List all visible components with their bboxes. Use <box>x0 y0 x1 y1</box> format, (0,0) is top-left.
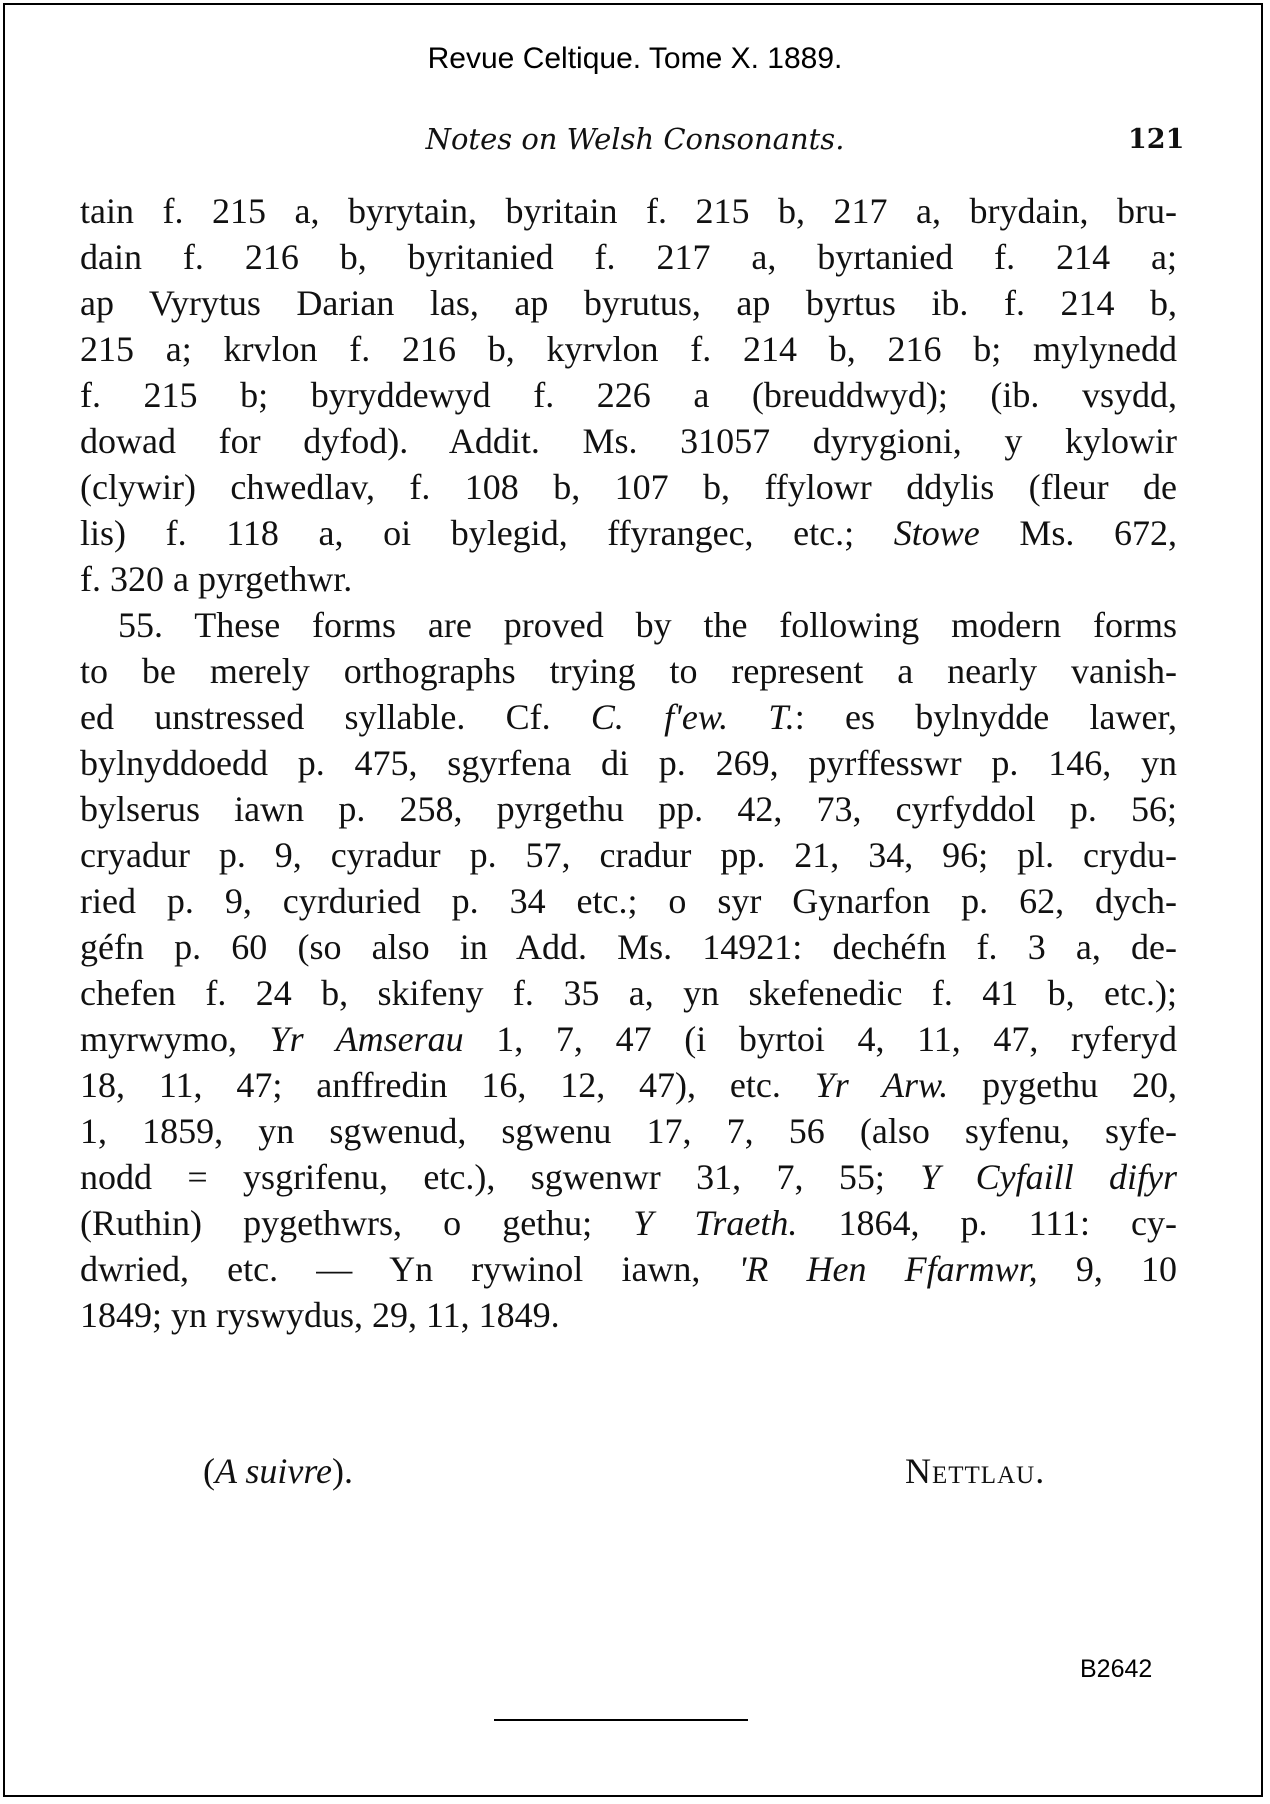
italic-term: Yr Amserau <box>269 1019 464 1059</box>
body-text-run: 18, 11, 47; anffredin 16, 12, 47), etc. <box>80 1065 815 1105</box>
body-text-run: Ms. 672, <box>979 513 1177 553</box>
body-text-run: : es bylnydde lawer, <box>794 697 1177 737</box>
body-text-run: (Ruthin) pygethwrs, o gethu; <box>80 1203 634 1243</box>
body-text-run: pygethu 20, <box>948 1065 1177 1105</box>
body-line <box>80 694 1177 740</box>
italic-term: Stowe <box>893 513 980 553</box>
body-line: (clywir) chwedlav, f. 108 b, 107 b, ffylowr ddylis (fleur de <box>80 467 1177 507</box>
body-line: f. 215 b; byryddewyd f. 226 a (breuddwyd); (ib. vsydd, <box>80 375 1177 415</box>
paragraph-55-first-line: 55. These forms are proved by the following modern forms <box>118 605 1177 645</box>
body-line: tain f. 215 a, byrytain, byritain f. 215 b, 217 a, brydain, bru- <box>80 191 1177 231</box>
body-line: to be merely orthographs trying to represent a nearly vanish- <box>80 651 1177 691</box>
signoff-paren: ( <box>203 1451 215 1491</box>
body-line <box>80 1016 1177 1062</box>
body-line: bylserus iawn p. 258, pyrgethu pp. 42, 73, cyrfyddol p. 56; <box>80 789 1177 829</box>
body-line: ried p. 9, cyrduried p. 34 etc.; o syr Gynarfon p. 62, dych- <box>80 881 1177 921</box>
to-be-continued-note <box>203 1450 353 1492</box>
body-text-run: 1864, p. 111: cy- <box>797 1203 1177 1243</box>
body-line <box>80 510 1177 556</box>
running-title: Notes on Welsh Consonants. <box>425 122 845 156</box>
author-signature: Nettlau. <box>905 1451 1046 1491</box>
body-line <box>80 1246 1177 1292</box>
body-text-run: ed unstressed syllable. Cf. <box>80 697 591 737</box>
body-line: 1849; yn ryswydus, 29, 11, 1849. <box>80 1295 560 1335</box>
italic-term: Y Cyfaill difyr <box>920 1157 1177 1197</box>
catalog-number: B2642 <box>1080 1655 1153 1683</box>
italic-term: Yr Arw. <box>814 1065 949 1105</box>
signoff-paren: ). <box>331 1451 353 1491</box>
body-line: dowad for dyfod). Addit. Ms. 31057 dyrygioni, y kylowir <box>80 421 1177 461</box>
body-text-run: dwried, etc. — Yn rywinol iawn, <box>80 1249 739 1289</box>
body-text-run: 1, 7, 47 (i byrtoi 4, 11, 47, ryferyd <box>463 1019 1177 1059</box>
body-line: 1, 1859, yn sgwenud, sgwenu 17, 7, 56 (also syfenu, syfe- <box>80 1111 1177 1151</box>
body-line: ap Vyrytus Darian las, ap byrutus, ap byrtus ib. f. 214 b, <box>80 283 1177 323</box>
body-text-run: 9, 10 <box>1037 1249 1178 1289</box>
italic-term: 'R Hen Ffarmwr, <box>738 1249 1038 1289</box>
body-line: géfn p. 60 (so also in Add. Ms. 14921: dechéfn f. 3 a, de- <box>80 927 1177 967</box>
body-line <box>80 1062 1177 1108</box>
body-line: bylnyddoedd p. 475, sgyrfena di p. 269, pyrffesswr p. 146, yn <box>80 743 1177 783</box>
body-line: 215 a; krvlon f. 216 b, kyrvlon f. 214 b, 216 b; mylynedd <box>80 329 1177 369</box>
signoff-italic: A suivre <box>215 1451 332 1491</box>
body-line: chefen f. 24 b, skifeny f. 35 a, yn skefenedic f. 41 b, etc.); <box>80 973 1177 1013</box>
body-text-run: myrwymo, <box>80 1019 270 1059</box>
body-text-run: lis) f. 118 a, oi bylegid, ffyrangec, etc.; <box>80 513 894 553</box>
page-number: 121 <box>1128 124 1185 155</box>
body-line <box>80 1154 1177 1200</box>
body-text-run: nodd = ysgrifenu, etc.), sgwenwr 31, 7, 55; <box>80 1157 921 1197</box>
body-line <box>80 1200 1177 1246</box>
source-header: Revue Celtique. Tome X. 1889. <box>427 42 843 75</box>
footer-rule <box>494 1719 748 1721</box>
body-line: cryadur p. 9, cyradur p. 57, cradur pp. 21, 34, 96; pl. crydu- <box>80 835 1177 875</box>
body-line: dain f. 216 b, byritanied f. 217 a, byrtanied f. 214 a; <box>80 237 1177 277</box>
italic-term: C. f'ew. T. <box>590 697 795 737</box>
body-line: f. 320 a pyrgethwr. <box>80 559 353 599</box>
italic-term: Y Traeth. <box>633 1203 798 1243</box>
